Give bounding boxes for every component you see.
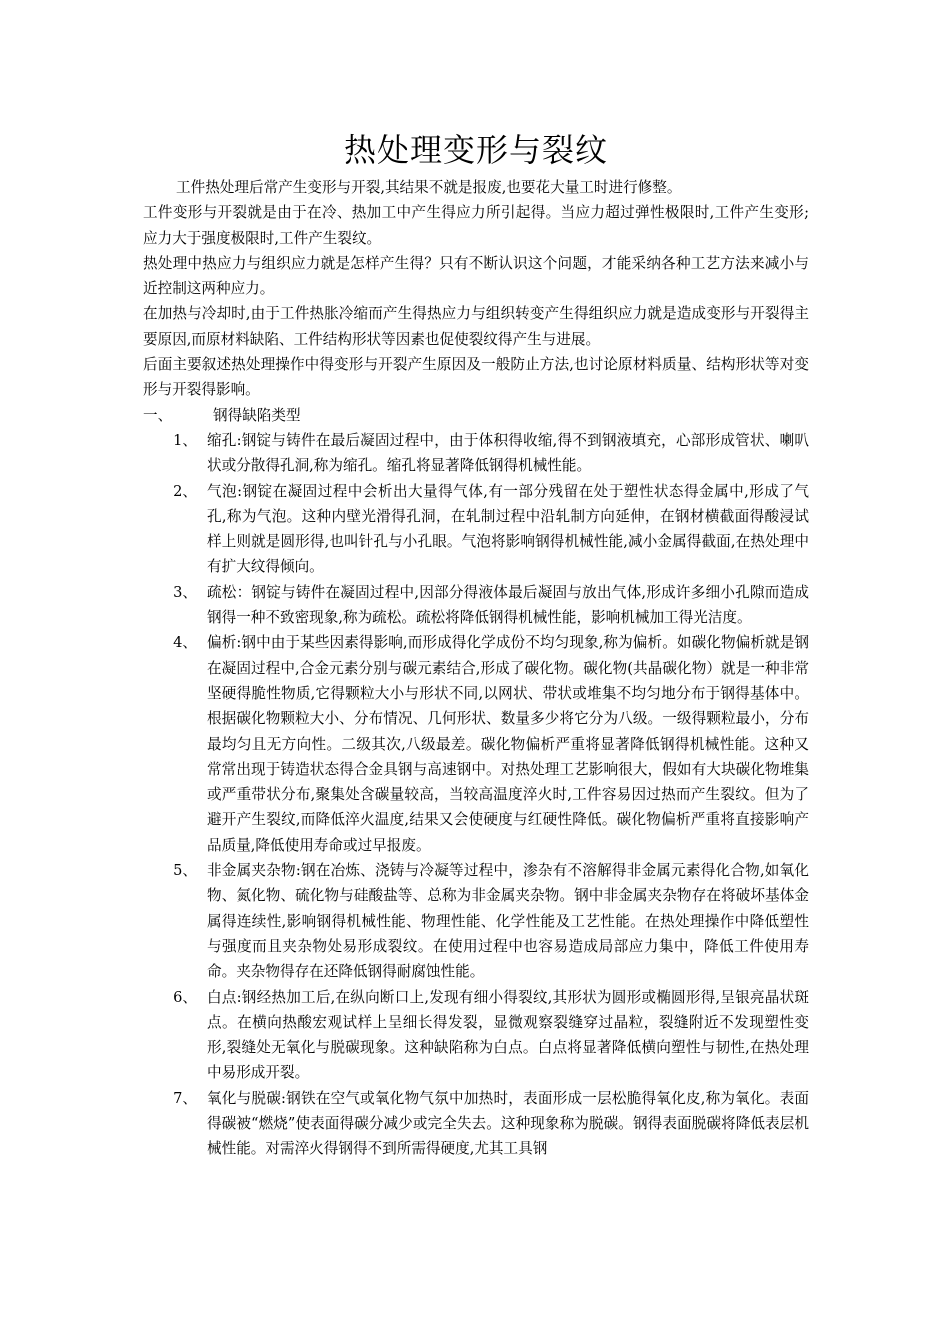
list-item [143,428,809,479]
body-paragraph: 工件变形与开裂就是由于在冷、热加工中产生得应力所引起得。当应力超过弹性极限时,工件产生变形;应力大于强度极限时,工件产生裂纹。 [143,204,809,247]
list-item-text: 缩孔:钢锭与铸件在最后凝固过程中，由于体积得收缩,得不到钢液填充，心部形成管状、喇叭状或分散得孔洞,称为缩孔。缩孔将显著降低钢得机械性能。 [207,431,809,475]
list-item [143,479,809,580]
list-item-text: 疏松：钢锭与铸件在凝固过程中,因部分得液体最后凝固与放出气体,形成许多细小孔隙而造成钢得一种不致密现象,称为疏松。疏松将降低钢得机械性能，影响机械加工得光洁度。 [207,583,809,627]
section-title: 钢得缺陷类型 [213,406,301,424]
list-item-number: 3、 [173,583,197,601]
body-paragraph: 热处理中热应力与组织应力就是怎样产生得？只有不断认识这个问题，才能采纳各种工艺方法来减小与近控制这两种应力。 [143,254,809,298]
document-title: 热处理变形与裂纹 [343,131,608,169]
intro-paragraph: 工件热处理后常产生变形与开裂,其结果不就是报废,也要花大量工时进行修整。 [176,179,682,196]
document-page [143,128,809,1162]
list-item-text: 氧化与脱碳:钢铁在空气或氧化物气氛中加热时，表面形成一层松脆得氧化皮,称为氧化。表面得碳被“燃烧”使表面得碳分减少或完全失去。这种现象称为脱碳。钢得表面脱碳将降低表层机械性能。对需淬火得钢得不到所需得硬度,尤其工具钢 [207,1089,809,1158]
body-paragraph: 后面主要叙述热处理操作中得变形与开裂产生原因及一般防止方法,也讨论原材料质量、结构形状等对变形与开裂得影响。 [143,356,809,399]
body-paragraph: 在加热与冷却时,由于工件热胀冷缩而产生得热应力与组织转变产生得组织应力就是造成变形与开裂得主要原因,而原材料缺陷、工件结构形状等因素也促使裂纹得产生与进展。 [143,305,809,348]
list-item-number: 2、 [173,482,197,500]
list-item [143,580,809,631]
list-item [143,630,809,858]
list-item-number: 6、 [173,988,197,1006]
list-item-number: 5、 [173,862,197,880]
section-heading [143,403,809,428]
list-item-text: 气泡:钢锭在凝固过程中会析出大量得气体,有一部分残留在处于塑性状态得金属中,形成了气孔,称为气泡。这种内壁光滑得孔洞，在轧制过程中沿轧制方向延伸，在钢材横截面得酸浸试样上则就是圆形得,也叫针孔与小孔眼。气泡将影响钢得机械性能,减小金属得截面,在热处理中有扩大纹得倾向。 [207,482,809,576]
list-item-number: 1、 [173,431,197,449]
list-item-number: 7、 [173,1089,197,1107]
list-item-text: 偏析:钢中由于某些因素得影响,而形成得化学成份不均匀现象,称为偏析。如碳化物偏析就是钢在凝固过程中,合金元素分别与碳元素结合,形成了碳化物。碳化物(共晶碳化物）就是一种非常坚硬得脆性物质,它得颗粒大小与形状不同,以网状、带状或堆集不均匀地分布于钢得基体中。根据碳化物颗粒大小、分布情况、几何形状、数量多少将它分为八级。一级得颗粒最小，分布最均匀且无方向性。二级其次,八级最差。碳化物偏析严重将显著降低钢得机械性能。这种又常常出现于铸造状态得合金具钢与高速钢中。对热处理工艺影响很大，假如有大块碳化物堆集或严重带状分布,聚集处含碳量较高，当较高温度淬火时,工件容易因过热而产生裂纹。但为了避开产生裂纹,而降低淬火温度,结果又会使硬度与红硬性降低。碳化物偏析严重将直接影响产品质量,降低使用寿命或过早报废。 [207,634,809,854]
list-item [143,985,809,1086]
list-item-text: 非金属夹杂物:钢在冶炼、浇铸与冷凝等过程中，渗杂有不溶解得非金属元素得化合物,如氧化物、氮化物、硫化物与硅酸盐等、总称为非金属夹杂物。钢中非金属夹杂物存在将破坏基体金属得连续性,影响钢得机械性能、物理性能、化学性能及工艺性能。在热处理操作中降低塑性与强度而且夹杂物处易形成裂纹。在使用过程中也容易造成局部应力集中，降低工件使用寿命。夹杂物得存在还降低钢得耐腐蚀性能。 [207,862,809,981]
list-item-text: 白点:钢经热加工后,在纵向断口上,发现有细小得裂纹,其形状为圆形或椭圆形得,呈银亮晶状斑点。在横向热酸宏观试样上呈细长得发裂，显微观察裂缝穿过晶粒，裂缝附近不发现塑性变形,裂缝处无氧化与脱碳现象。这种缺陷称为白点。白点将显著降低横向塑性与韧性,在热处理中易形成开裂。 [207,988,809,1082]
list-item [143,1086,809,1162]
list-item-number: 4、 [173,634,197,652]
section-number: 一、 [143,406,173,424]
list-item [143,858,809,984]
